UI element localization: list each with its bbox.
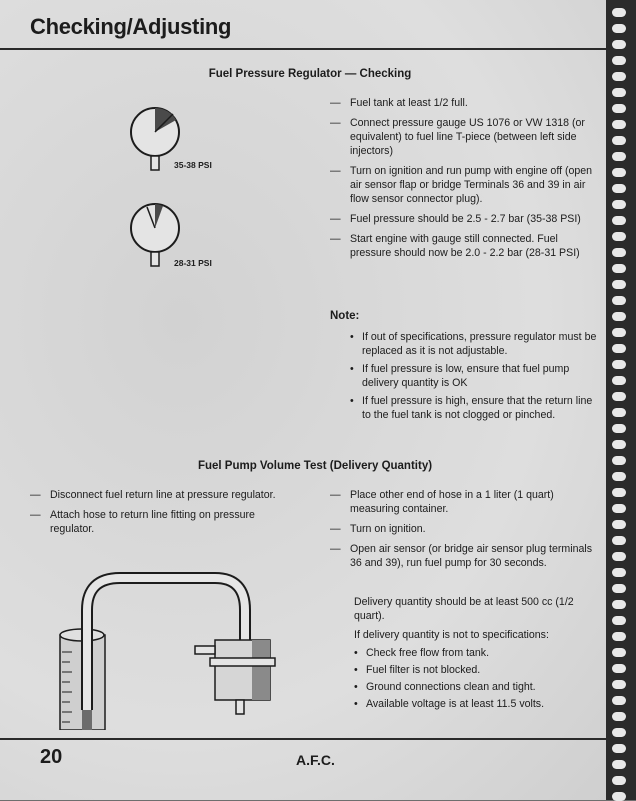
list-item: • If fuel pressure is high, ensure that the return line to the fuel tank is not clogged or pinched.: [350, 395, 593, 421]
binding-ring: [612, 696, 626, 705]
regulator-steps: [330, 96, 595, 266]
binding-ring: [612, 200, 626, 209]
binding-ring: [612, 72, 626, 81]
binding-ring: [612, 680, 626, 689]
list-item: — Turn on ignition.: [330, 523, 426, 535]
binding-ring: [612, 328, 626, 337]
binding-ring: [612, 232, 626, 241]
binding-ring: [612, 520, 626, 529]
binding-ring: [612, 216, 626, 225]
volume-right-steps: [330, 488, 595, 576]
binding-ring: [612, 344, 626, 353]
binding-ring: [612, 136, 626, 145]
regulator-section-title: Fuel Pressure Regulator — Checking: [208, 68, 412, 80]
binding-ring: [612, 744, 626, 753]
binding-ring: [612, 88, 626, 97]
binding-ring: [612, 584, 626, 593]
binding-ring: [612, 536, 626, 545]
binding-ring: [612, 168, 626, 177]
binding-ring: [612, 568, 626, 577]
list-item: — Turn on ignition and run pump with engine off (open air sensor flap or bridge Terminals 36 and 39 in air flow sensor connector plug).: [330, 165, 593, 205]
list-item: — Place other end of hose in a 1 liter (1 quart) measuring container.: [330, 489, 554, 515]
list-item: — Open air sensor (or bridge air sensor plug terminals 36 and 39), run fuel pump for 30 seconds.: [330, 543, 593, 569]
volume-left-steps: [30, 488, 300, 542]
list-item: — Disconnect fuel return line at pressure regulator.: [30, 489, 276, 501]
check-list: [354, 646, 604, 714]
binding-ring: [612, 776, 626, 785]
if-not-spec-text: If delivery quantity is not to specifications:: [354, 629, 549, 641]
binding-ring: [612, 376, 626, 385]
list-item: — Attach hose to return line fitting on pressure regulator.: [30, 509, 255, 535]
binding-ring: [612, 472, 626, 481]
binding-ring: [612, 664, 626, 673]
binding-ring: [612, 600, 626, 609]
binding-ring: [612, 280, 626, 289]
binding-ring: [612, 760, 626, 769]
binding-ring: [612, 248, 626, 257]
binding-ring: [612, 312, 626, 321]
list-item: • Fuel filter is not blocked.: [354, 664, 481, 676]
list-item: — Start engine with gauge still connected. Fuel pressure should now be 2.0 - 2.2 bar (28-31 PSI): [330, 233, 580, 259]
list-item: • If fuel pressure is low, ensure that fuel pump delivery quantity is OK: [350, 363, 570, 389]
list-item: • If out of specifications, pressure regulator must be replaced as it is not adjustable.: [350, 331, 597, 357]
page-number: 20: [40, 746, 63, 768]
binding-ring: [612, 616, 626, 625]
binding-ring: [612, 120, 626, 129]
binding-ring: [612, 456, 626, 465]
list-item: • Check free flow from tank.: [354, 647, 490, 659]
binding-ring: [612, 56, 626, 65]
binding-ring: [612, 360, 626, 369]
binding-ring: [612, 440, 626, 449]
gauge-low-label: 28-31 PSI: [174, 258, 212, 268]
header-divider: [0, 48, 606, 50]
hose-container-illustration: [50, 560, 290, 730]
binding-ring: [612, 24, 626, 33]
binding-ring: [612, 392, 626, 401]
spiral-binding: [606, 0, 636, 800]
note-list: [350, 330, 600, 426]
list-item: — Fuel tank at least 1/2 full.: [330, 97, 468, 109]
footer-code: A.F.C.: [296, 752, 335, 768]
footer-divider: [0, 738, 606, 740]
binding-ring: [612, 728, 626, 737]
gauge-high-label: 35-38 PSI: [174, 160, 212, 170]
list-item: — Connect pressure gauge US 1076 or VW 1318 (or equivalent) to fuel line T-piece (between left side injectors): [330, 117, 585, 157]
binding-ring: [612, 488, 626, 497]
list-item: • Available voltage is at least 11.5 volts.: [354, 698, 545, 710]
volume-section-title: Fuel Pump Volume Test (Delivery Quantity): [197, 460, 433, 472]
binding-ring: [612, 296, 626, 305]
list-item: — Fuel pressure should be 2.5 - 2.7 bar (35-38 PSI): [330, 213, 581, 225]
binding-ring: [612, 712, 626, 721]
binding-ring: [612, 8, 626, 17]
delivery-quantity-text: Delivery quantity should be at least 500 cc (1/2 quart).: [354, 596, 574, 622]
binding-ring: [612, 504, 626, 513]
binding-ring: [612, 104, 626, 113]
binding-ring: [612, 264, 626, 273]
binding-ring: [612, 184, 626, 193]
binding-ring: [612, 632, 626, 641]
note-title: Note:: [330, 310, 360, 322]
binding-ring: [612, 424, 626, 433]
binding-ring: [612, 40, 626, 49]
page-title: Checking/Adjusting: [30, 14, 232, 39]
binding-ring: [612, 152, 626, 161]
binding-ring: [612, 648, 626, 657]
binding-ring: [612, 552, 626, 561]
list-item: • Ground connections clean and tight.: [354, 681, 536, 693]
binding-ring: [612, 408, 626, 417]
